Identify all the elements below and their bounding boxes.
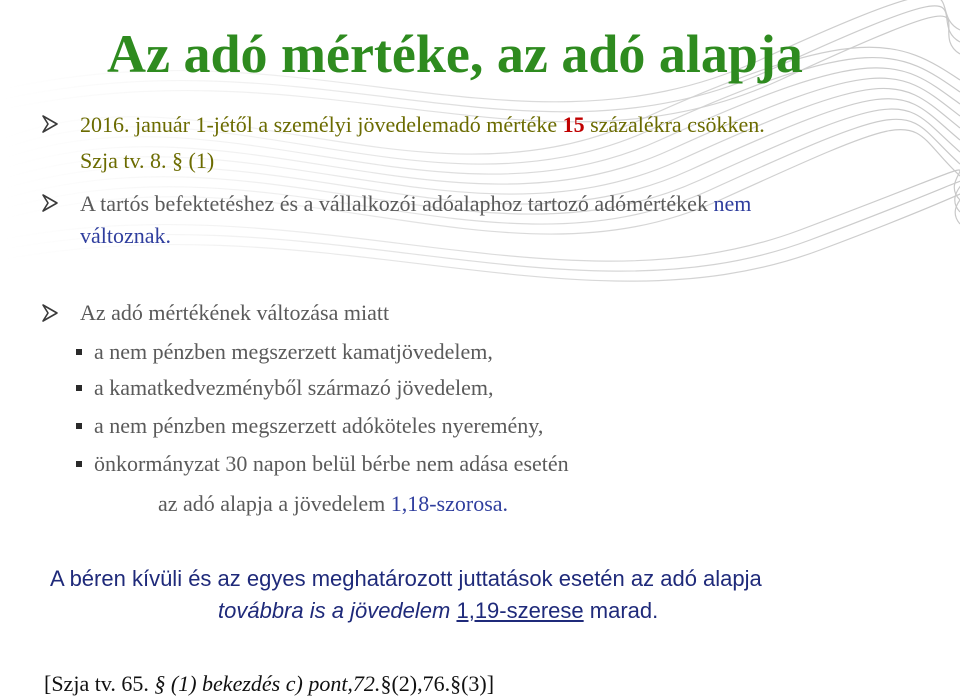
bullet-unchanged-tail: nem	[713, 191, 752, 216]
bullet-unchanged-rates	[80, 190, 751, 218]
base-multiplier-118: 1,18-szorosa.	[390, 491, 509, 516]
base-multiplier-119: 1,19-szerese	[456, 598, 584, 623]
base-conclusion-text: az adó alapja a jövedelem	[158, 491, 391, 516]
reference-part: §(2),76.	[380, 671, 451, 696]
list-item: önkormányzat 30 napon belül bérbe nem adása esetén	[94, 451, 569, 476]
footer-reference	[44, 670, 494, 698]
note-line-1-text: A béren kívüli és az egyes meghatározott juttatások esetén az adó alapja	[50, 566, 762, 591]
list-item: a kamatkedvezményből származó jövedelem,	[94, 375, 494, 400]
bullet-unchanged-line2: változnak.	[80, 223, 172, 248]
rate-highlight: 15	[562, 112, 585, 137]
slide-title: Az adó mértéke, az adó alapja	[107, 24, 803, 84]
list-item: a nem pénzben megszerzett adóköteles nyeremény,	[94, 413, 544, 438]
note-line-2-suffix: marad.	[583, 598, 659, 623]
square-bullet-icon	[76, 461, 82, 467]
reference-part: §(3)]	[450, 671, 495, 696]
square-bullet-icon	[76, 423, 82, 429]
law-reference: Szja tv. 8. § (1)	[80, 148, 215, 173]
arrowhead-bullet-icon	[40, 303, 60, 323]
bullet-rate-suffix: százalékra csökken.	[584, 112, 765, 137]
note-line-2	[218, 596, 658, 626]
square-bullet-icon	[76, 385, 82, 391]
arrowhead-bullet-icon	[40, 193, 60, 213]
bullet-base-heading: Az adó mértékének változása miatt	[80, 300, 390, 325]
note-line-2-text: továbbra is a jövedelem	[218, 598, 457, 623]
bullet-unchanged-text: A tartós befektetéshez és a vállalkozói adóalaphoz tartozó adómértékek	[80, 191, 714, 216]
list-item: a nem pénzben megszerzett kamatjövedelem,	[94, 339, 493, 364]
base-conclusion	[158, 490, 508, 518]
square-bullet-icon	[76, 349, 82, 355]
reference-part: § (1) bekezdés c) pont,72.	[154, 671, 381, 696]
bullet-rate-change	[80, 111, 765, 139]
bullet-rate-text: 2016. január 1-jétől a személyi jövedelemadó mértéke	[80, 112, 563, 137]
reference-part: [Szja tv. 65.	[44, 671, 155, 696]
arrowhead-bullet-icon	[40, 114, 60, 134]
note-line-1	[50, 564, 762, 594]
